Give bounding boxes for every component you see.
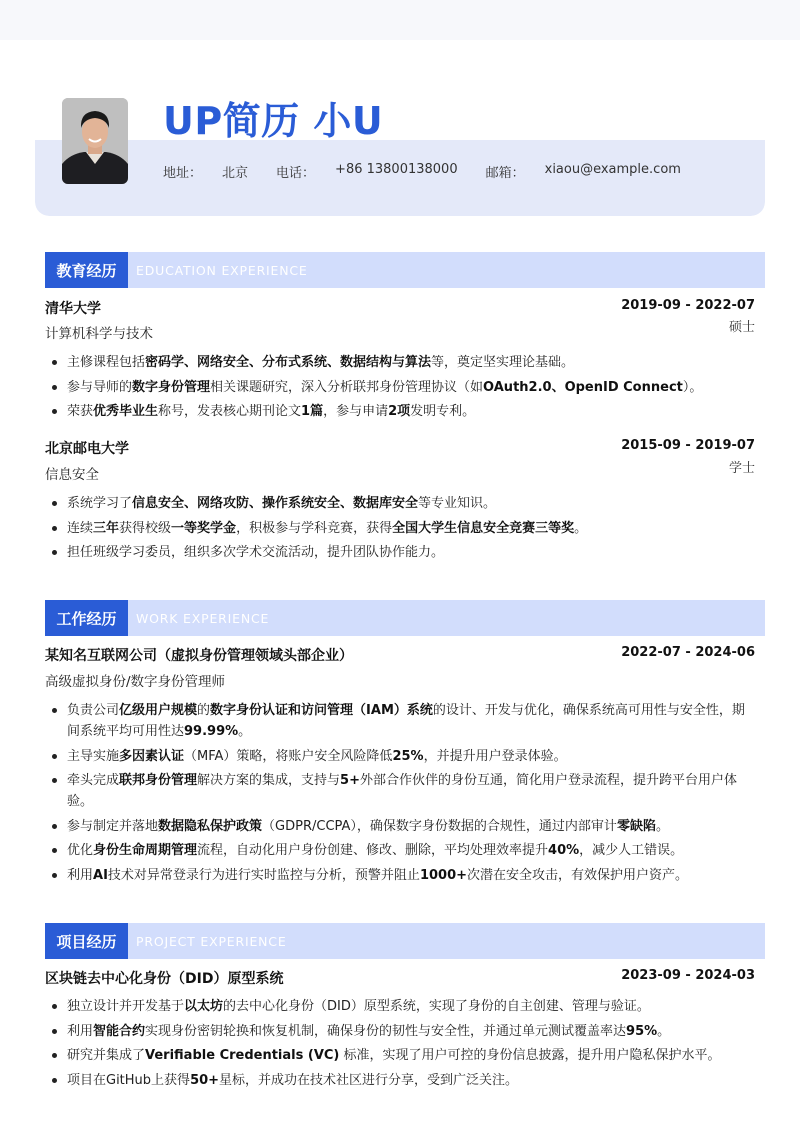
page-top-band <box>0 0 800 40</box>
bullet-text: 项目在GitHub上获得 <box>67 1072 191 1088</box>
bullet-text: 主导实施 <box>67 748 120 764</box>
education-major: 信息安全 <box>45 467 99 483</box>
bullet-text: 独立设计并开发基于 <box>67 999 185 1014</box>
bullet-text: 流程，自动化用户身份创建、修改、删除，平均处理效率提升 <box>197 843 549 858</box>
bullet-item <box>45 865 757 886</box>
bullet-highlight: 数字身份管理 <box>132 379 211 395</box>
bullet-item <box>45 401 757 422</box>
project-bullets <box>45 996 757 1094</box>
bullet-highlight: 三年 <box>93 520 120 536</box>
bullet-text: 的去中心化身份（DID）原型系统，实现了身份的自主创建、管理与验证。 <box>223 999 650 1014</box>
contact-address <box>163 162 248 181</box>
bullet-text: 担任班级学习委员，组织多次学术交流活动，提升团队协作能力。 <box>67 545 445 560</box>
bullet-item <box>45 996 757 1017</box>
bullet-highlight: 数据隐私保护政策 <box>158 818 263 834</box>
bullet-text: （MFA）策略，将账户安全风险降低 <box>184 748 393 764</box>
bullet-highlight: 2项 <box>388 404 411 419</box>
bullet-text: 称号，发表核心期刊论文 <box>158 404 302 419</box>
contact-label: 电话： <box>276 166 316 181</box>
bullet-text: 利用 <box>67 867 94 883</box>
bullet-item <box>45 352 757 373</box>
avatar-photo <box>62 98 128 184</box>
work-date: 2022-07 - 2024-06 <box>621 645 755 660</box>
bullet-item <box>45 1021 757 1042</box>
avatar-portrait-icon <box>62 98 128 184</box>
bullet-highlight: 零缺陷 <box>616 818 656 834</box>
bullet-highlight: 智能合约 <box>93 1023 146 1039</box>
bullet-text: 荣获 <box>67 404 94 419</box>
section-header-project <box>45 923 765 959</box>
contact-email <box>486 162 681 181</box>
bullet-text: 发明专利。 <box>410 404 476 419</box>
bullet-text: （GDPR/CCPA），确保数字身份数据的合规性，通过内部审计 <box>262 818 617 834</box>
education-degree: 硕士 <box>728 320 755 335</box>
bullet-highlight: 密码学、网络安全、分布式系统、数据结构与算法 <box>145 355 432 370</box>
bullet-item <box>45 518 757 539</box>
bullet-text: 获得校级 <box>119 520 172 536</box>
bullet-highlight: 5+ <box>340 773 360 788</box>
bullet-highlight: 数字身份认证和访问管理（IAM）系统 <box>210 703 433 718</box>
bullet-item <box>45 700 757 742</box>
bullet-item <box>45 840 757 861</box>
bullet-text: 解决方案的集成，支持与 <box>197 773 341 788</box>
section-title: 工作经历 <box>45 600 128 636</box>
bullet-item <box>45 816 757 837</box>
bullet-item <box>45 1045 757 1066</box>
section-subtitle: EDUCATION EXPERIENCE <box>136 262 308 278</box>
bullet-item <box>45 1070 757 1091</box>
bullet-text: 系统学习了 <box>67 496 133 511</box>
contact-value: xiaou@example.com <box>544 162 681 177</box>
section-title: 项目经历 <box>45 923 128 959</box>
bullet-highlight: 信息安全、网络攻防、操作系统安全、数据库安全 <box>132 496 419 511</box>
bullet-text: 技术对异常登录行为进行实时监控与分析，预警并阻止 <box>107 867 420 883</box>
bullet-highlight: 联邦身份管理 <box>119 773 198 788</box>
section-subtitle: PROJECT EXPERIENCE <box>136 933 287 949</box>
bullet-text: ）。 <box>682 379 703 395</box>
bullet-text: ，并提升用户登录体验。 <box>423 748 567 764</box>
bullet-text: 次潜在安全攻击，有效保护用户资产。 <box>467 867 689 883</box>
bullet-text: ，参与申请 <box>323 404 389 419</box>
bullet-text: 的设计、开发与优化，确保系统高可用性与安全性，期间系统平均可用性达 <box>67 703 745 739</box>
contact-value: 北京 <box>222 166 249 181</box>
school-name: 北京邮电大学 <box>45 441 129 457</box>
bullet-text: 。 <box>238 724 252 739</box>
education-degree: 学士 <box>728 461 755 476</box>
bullet-text: 等，奠定坚实理论基础。 <box>431 355 575 370</box>
education-date: 2019-09 - 2022-07 <box>621 298 755 313</box>
bullet-highlight: 一等奖学金 <box>171 520 237 536</box>
contact-label: 邮箱： <box>485 166 525 181</box>
bullet-text: 外部合作伙伴的身份互通，简化用户登录流程，提升跨平台用户体验。 <box>67 773 738 809</box>
work-bullets <box>45 700 757 889</box>
bullet-item <box>45 770 757 812</box>
bullet-highlight: 身份生命周期管理 <box>93 843 198 858</box>
bullet-text: 等专业知识。 <box>418 496 497 511</box>
bullet-highlight: Verifiable Credentials (VC) <box>145 1048 340 1063</box>
bullet-highlight: 50+ <box>190 1072 220 1088</box>
bullet-item <box>45 746 757 767</box>
bullet-highlight: 全国大学生信息安全竞赛三等奖 <box>392 520 575 536</box>
bullet-highlight: 40% <box>548 843 580 858</box>
bullet-highlight: AI <box>93 867 108 883</box>
contact-info <box>163 162 709 181</box>
bullet-highlight: 以太坊 <box>184 999 224 1014</box>
education-date: 2015-09 - 2019-07 <box>621 438 755 453</box>
bullet-text: 连续 <box>67 520 94 536</box>
bullet-text: 。 <box>657 1023 671 1039</box>
bullet-highlight: 1篇 <box>301 404 324 419</box>
bullet-highlight: 95% <box>626 1023 658 1039</box>
company-name: 某知名互联网公司（虚拟身份管理领域头部企业） <box>45 648 353 664</box>
bullet-highlight: 99.99% <box>184 724 239 739</box>
bullet-text: 利用 <box>67 1023 94 1039</box>
bullet-text: 优化 <box>67 843 94 858</box>
education-bullets <box>45 352 757 426</box>
section-subtitle: WORK EXPERIENCE <box>136 610 270 626</box>
section-title: 教育经历 <box>45 252 128 288</box>
bullet-text: 实现身份密钥轮换和恢复机制，确保身份的韧性与安全性，并通过单元测试覆盖率达 <box>145 1023 627 1039</box>
section-header-work <box>45 600 765 636</box>
bullet-highlight: OAuth2.0、OpenID Connect <box>483 379 683 395</box>
bullet-text: ，积极参与学科竞赛，获得 <box>236 520 393 536</box>
education-bullets <box>45 493 757 567</box>
bullet-item <box>45 493 757 514</box>
bullet-text: 相关课题研究，深入分析联邦身份管理协议（如 <box>210 379 484 395</box>
bullet-text: 负责公司 <box>67 703 120 718</box>
project-name: 区块链去中心化身份（DID）原型系统 <box>45 971 284 987</box>
resume-header <box>35 60 765 216</box>
contact-label: 地址： <box>163 166 203 181</box>
resume-name: UP简历 小U <box>163 99 384 143</box>
bullet-highlight: 多因素认证 <box>119 748 185 764</box>
section-header-education <box>45 252 765 288</box>
bullet-text: 参与制定并落地 <box>67 818 159 834</box>
bullet-text: 参与导师的 <box>67 379 133 395</box>
bullet-text: 主修课程包括 <box>67 355 146 370</box>
bullet-highlight: 25% <box>392 748 424 764</box>
bullet-highlight: 亿级用户规模 <box>119 703 198 718</box>
bullet-text: 研究并集成了 <box>67 1048 146 1063</box>
job-position: 高级虚拟身份/数字身份管理师 <box>45 674 226 690</box>
bullet-text: 。 <box>574 520 588 536</box>
contact-value: +86 13800138000 <box>335 162 458 177</box>
bullet-highlight: 优秀毕业生 <box>93 404 159 419</box>
bullet-text: ，减少人工错误。 <box>579 843 684 858</box>
bullet-item <box>45 377 757 398</box>
project-date: 2023-09 - 2024-03 <box>621 968 755 983</box>
bullet-item <box>45 542 757 563</box>
bullet-text: 星标，并成功在技术社区进行分享，受到广泛关注。 <box>219 1072 519 1088</box>
education-major: 计算机科学与技术 <box>45 326 153 342</box>
bullet-text: 。 <box>655 818 669 834</box>
bullet-text: 标准，实现了用户可控的身份信息披露，提升用户隐私保护水平。 <box>339 1048 721 1063</box>
contact-phone <box>276 162 458 181</box>
bullet-highlight: 1000+ <box>419 867 468 883</box>
school-name: 清华大学 <box>45 301 101 317</box>
bullet-text: 牵头完成 <box>67 773 120 788</box>
bullet-text: 的 <box>197 703 211 718</box>
